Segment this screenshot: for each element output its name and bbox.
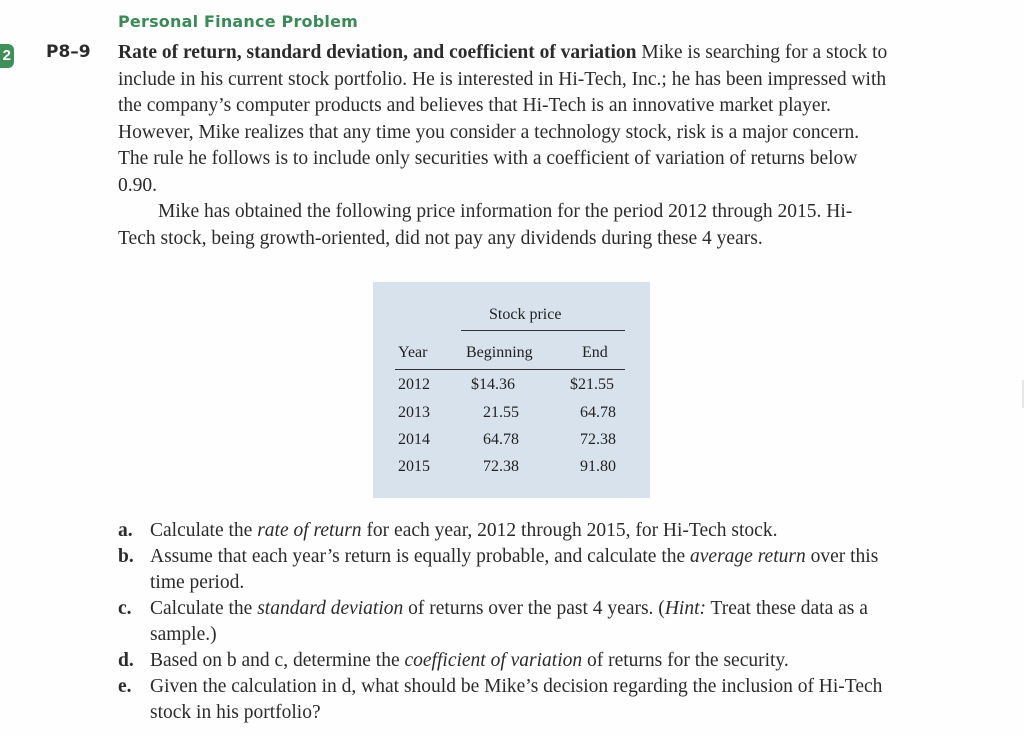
cell-year: 2013 — [398, 404, 430, 421]
col-header-year: Year — [398, 344, 428, 361]
cell-begin: 64.78 — [483, 431, 519, 448]
question-label: c. — [118, 598, 132, 619]
question-text — [150, 544, 898, 596]
section-header: Personal Finance Problem — [118, 12, 358, 31]
text-run: Based on b and c, determine the — [150, 650, 405, 671]
text-run: for each year, 2012 through 2015, for Hi-Tech stock. — [361, 520, 778, 541]
question-e — [118, 674, 898, 726]
cell-year: 2012 — [398, 376, 430, 393]
text-run: of returns for the security. — [582, 650, 789, 671]
cell-begin: 72.38 — [483, 458, 519, 475]
question-a — [118, 518, 898, 544]
cell-end: $21.55 — [570, 376, 614, 393]
paragraph-1 — [118, 40, 888, 199]
stock-price-table — [373, 282, 650, 498]
question-text — [150, 596, 898, 648]
question-c — [118, 596, 898, 648]
question-label: d. — [118, 650, 134, 671]
cell-year: 2014 — [398, 431, 430, 448]
cell-end: 64.78 — [580, 404, 616, 421]
group-header: Stock price — [489, 306, 562, 323]
text-run: Calculate the — [150, 598, 258, 619]
text-run: Treat these data as a sample.) — [150, 598, 868, 645]
header-rule — [395, 369, 625, 370]
question-text: Given the calculation in d, what should be Mike’s decision regarding the inclusion of Hi-Tech stock in his portfolio? — [150, 676, 883, 723]
cell-end: 91.80 — [580, 458, 616, 475]
group-header-rule — [461, 330, 625, 331]
emphasis: Hint: — [664, 598, 706, 619]
question-label: a. — [118, 520, 133, 541]
emphasis: rate of return — [257, 520, 362, 541]
question-d — [118, 648, 898, 674]
paragraph-2: Mike has obtained the following price information for the period 2012 through 2015. Hi-Tech stock, being growth-oriented, did not pay any dividends during these 4 years. — [118, 201, 853, 249]
question-label: e. — [118, 676, 132, 697]
question-list — [118, 518, 898, 726]
question-label: b. — [118, 546, 134, 567]
problem-statement — [118, 40, 888, 252]
text-run: Calculate the — [150, 520, 258, 541]
question-text — [150, 518, 898, 544]
cell-begin: 21.55 — [483, 404, 519, 421]
cell-year: 2015 — [398, 458, 430, 475]
text-run: Assume that each year’s return is equally probable, and calculate the — [150, 546, 691, 567]
text-run: of returns over the past 4 years. ( — [403, 598, 665, 619]
question-text — [150, 648, 898, 674]
col-header-beginning: Beginning — [466, 344, 533, 361]
emphasis: average return — [690, 546, 806, 567]
problem-title: Rate of return, standard deviation, and coefficient of variation — [118, 42, 637, 63]
question-b — [118, 544, 898, 596]
text-run: over this time period. — [150, 546, 879, 593]
problem-id: P8–9 — [46, 42, 91, 62]
problem-number-badge: 2 — [0, 44, 14, 68]
emphasis: standard deviation — [257, 598, 404, 619]
paragraph-1-text: Mike is searching for a stock to include in his current stock portfolio. He is interested in Hi-Tech, Inc.; he has been impressed with the company’s computer products and believes that Hi-Tech is an innovative market player. However, Mike realizes that any time you consider a technology stock, risk is a major concern. The rule he follows is to include only securities with a coefficient of variation of returns below 0.90. — [118, 42, 888, 196]
cell-end: 72.38 — [580, 431, 616, 448]
emphasis: coefficient of variation — [404, 650, 583, 671]
col-header-end: End — [582, 344, 608, 361]
cell-begin: $14.36 — [471, 376, 515, 393]
